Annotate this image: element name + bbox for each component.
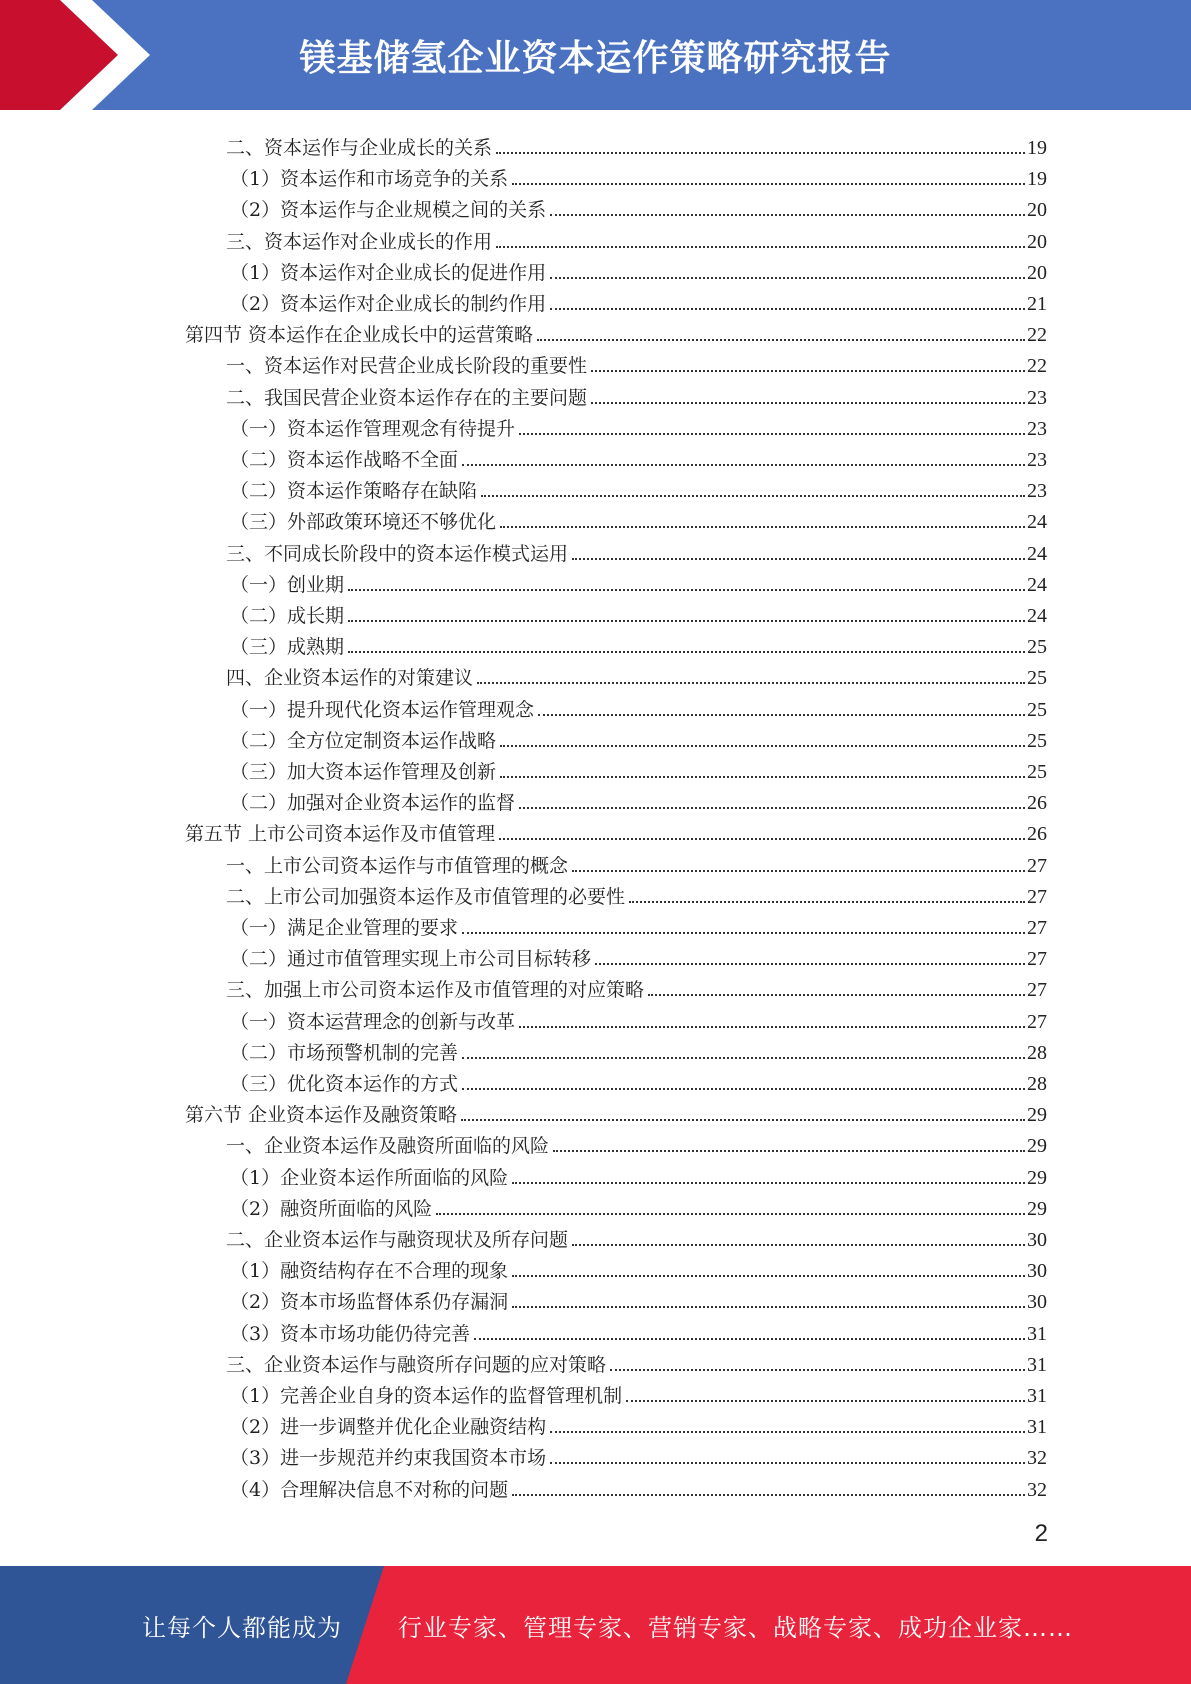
toc-entry-label: （1）企业资本运作所面临的风险 xyxy=(230,1167,509,1189)
toc-dot-leader xyxy=(538,714,1025,716)
toc-entry[interactable] xyxy=(230,1033,1047,1064)
toc-entry-page: 27 xyxy=(1027,979,1047,1001)
toc-entry-page: 24 xyxy=(1027,605,1047,627)
footer-slogan-right: 行业专家、管理专家、营销专家、战略专家、成功企业家…… xyxy=(398,1613,1073,1642)
toc-entry[interactable] xyxy=(226,222,1047,253)
toc-entry-page: 20 xyxy=(1027,199,1047,221)
toc-entry[interactable] xyxy=(230,690,1047,721)
toc-dot-leader xyxy=(462,932,1025,934)
toc-dot-leader xyxy=(572,870,1025,872)
toc-entry[interactable] xyxy=(230,908,1047,939)
toc-entry-label: 三、加强上市公司资本运作及市值管理的对应策略 xyxy=(226,979,645,1001)
toc-entry-page: 27 xyxy=(1027,855,1047,877)
toc-entry[interactable] xyxy=(226,1126,1047,1157)
toc-entry-label: 三、企业资本运作与融资所存问题的应对策略 xyxy=(226,1354,607,1376)
toc-entry-label: （1）完善企业自身的资本运作的监督管理机制 xyxy=(230,1385,623,1407)
toc-entry[interactable] xyxy=(230,752,1047,783)
toc-entry[interactable] xyxy=(226,970,1047,1001)
toc-entry-page: 27 xyxy=(1027,1011,1047,1033)
toc-entry-label: （一）提升现代化资本运作管理观念 xyxy=(230,699,535,721)
toc-entry[interactable] xyxy=(226,378,1047,409)
toc-entry-label: 二、我国民营企业资本运作存在的主要问题 xyxy=(226,387,588,409)
toc-dot-leader xyxy=(519,807,1025,809)
toc-entry-label: （2）资本运作与企业规模之间的关系 xyxy=(230,199,547,221)
toc-entry-page: 25 xyxy=(1027,636,1047,658)
report-title: 镁基储氢企业资本运作策略研究报告 xyxy=(299,37,892,79)
toc-dot-leader xyxy=(500,526,1025,528)
toc-dot-leader xyxy=(572,1244,1025,1246)
toc-entry-page: 23 xyxy=(1027,480,1047,502)
toc-entry[interactable] xyxy=(230,1282,1047,1313)
toc-entry-page: 31 xyxy=(1027,1323,1047,1345)
toc-entry[interactable] xyxy=(230,596,1047,627)
toc-dot-leader xyxy=(512,1494,1025,1496)
toc-entry-page: 29 xyxy=(1027,1198,1047,1220)
toc-dot-leader xyxy=(462,464,1025,466)
toc-entry[interactable] xyxy=(230,1002,1047,1033)
toc-dot-leader xyxy=(436,1213,1025,1215)
toc-entry-label: （2）资本运作对企业成长的制约作用 xyxy=(230,293,547,315)
toc-entry[interactable] xyxy=(185,315,1047,346)
toc-entry[interactable] xyxy=(230,721,1047,752)
toc-dot-leader xyxy=(519,1026,1025,1028)
toc-entry-label: （一）资本运作管理观念有待提升 xyxy=(230,418,516,440)
toc-entry-page: 27 xyxy=(1027,917,1047,939)
toc-entry[interactable] xyxy=(226,1345,1047,1376)
toc-dot-leader xyxy=(512,1306,1025,1308)
toc-entry[interactable] xyxy=(230,1376,1047,1407)
toc-entry[interactable] xyxy=(230,1189,1047,1220)
toc-entry-label: （三）成熟期 xyxy=(230,636,345,658)
toc-entry[interactable] xyxy=(230,783,1047,814)
toc-entry-label: 二、上市公司加强资本运作及市值管理的必要性 xyxy=(226,886,626,908)
toc-entry-page: 25 xyxy=(1027,667,1047,689)
toc-dot-leader xyxy=(462,1057,1025,1059)
toc-entry-label: （二）资本运作策略存在缺陷 xyxy=(230,480,478,502)
toc-dot-leader xyxy=(348,620,1025,622)
toc-entry-page: 27 xyxy=(1027,886,1047,908)
toc-entry-page: 32 xyxy=(1027,1479,1047,1501)
toc-entry-label: 二、资本运作与企业成长的关系 xyxy=(226,137,493,159)
toc-entry[interactable] xyxy=(230,1438,1047,1469)
toc-entry-page: 24 xyxy=(1027,511,1047,533)
toc-dot-leader xyxy=(610,1369,1025,1371)
toc-entry[interactable] xyxy=(226,346,1047,377)
toc-entry[interactable] xyxy=(230,1251,1047,1282)
toc-entry-label: （二）市场预警机制的完善 xyxy=(230,1042,459,1064)
toc-entry-page: 21 xyxy=(1027,293,1047,315)
toc-dot-leader xyxy=(550,1431,1025,1433)
toc-entry-label: （二）成长期 xyxy=(230,605,345,627)
toc-entry-page: 22 xyxy=(1027,355,1047,377)
toc-entry-label: 三、资本运作对企业成长的作用 xyxy=(226,231,493,253)
toc-entry[interactable] xyxy=(226,658,1047,689)
toc-entry-page: 20 xyxy=(1027,231,1047,253)
toc-dot-leader xyxy=(499,838,1025,840)
toc-entry[interactable] xyxy=(230,1407,1047,1438)
toc-entry-label: （1）融资结构存在不合理的现象 xyxy=(230,1260,509,1282)
footer-slogan-left: 让每个人都能成为 xyxy=(142,1613,342,1642)
toc-entry[interactable] xyxy=(230,409,1047,440)
toc-entry-page: 28 xyxy=(1027,1042,1047,1064)
toc-entry[interactable] xyxy=(230,1064,1047,1095)
toc-dot-leader xyxy=(648,994,1025,996)
toc-entry-label: （1）资本运作和市场竞争的关系 xyxy=(230,168,509,190)
toc-entry-page: 25 xyxy=(1027,699,1047,721)
toc-entry-page: 31 xyxy=(1027,1385,1047,1407)
toc-entry-label: 二、企业资本运作与融资现状及所存问题 xyxy=(226,1229,569,1251)
toc-dot-leader xyxy=(550,308,1025,310)
toc-entry-label: 一、资本运作对民营企业成长阶段的重要性 xyxy=(226,355,588,377)
toc-entry[interactable] xyxy=(226,534,1047,565)
toc-entry-label: （2）资本市场监督体系仍存漏洞 xyxy=(230,1291,509,1313)
toc-entry-page: 26 xyxy=(1027,823,1047,845)
toc-entry-page: 28 xyxy=(1027,1073,1047,1095)
toc-entry-page: 23 xyxy=(1027,387,1047,409)
toc-entry-page: 31 xyxy=(1027,1416,1047,1438)
toc-entry-page: 20 xyxy=(1027,262,1047,284)
toc-entry-page: 26 xyxy=(1027,792,1047,814)
toc-dot-leader xyxy=(512,1182,1025,1184)
toc-entry-label: 三、不同成长阶段中的资本运作模式运用 xyxy=(226,543,569,565)
toc-entry-page: 29 xyxy=(1027,1135,1047,1157)
toc-dot-leader xyxy=(348,589,1025,591)
toc-entry-label: （4）合理解决信息不对称的问题 xyxy=(230,1479,509,1501)
toc-entry-label: （3）资本市场功能仍待完善 xyxy=(230,1323,471,1345)
toc-entry-page: 27 xyxy=(1027,948,1047,970)
toc-entry-label: 一、企业资本运作及融资所面临的风险 xyxy=(226,1135,550,1157)
toc-entry-label: （二）加强对企业资本运作的监督 xyxy=(230,792,516,814)
toc-dot-leader xyxy=(550,277,1025,279)
toc-dot-leader xyxy=(572,558,1025,560)
toc-dot-leader xyxy=(550,1462,1025,1464)
toc-entry-page: 32 xyxy=(1027,1447,1047,1469)
toc-entry[interactable] xyxy=(230,627,1047,658)
toc-entry-label: （一）满足企业管理的要求 xyxy=(230,917,459,939)
toc-dot-leader xyxy=(496,246,1025,248)
toc-entry-label: （2）融资所面临的风险 xyxy=(230,1198,433,1220)
toc-entry-page: 30 xyxy=(1027,1229,1047,1251)
toc-entry-page: 24 xyxy=(1027,543,1047,565)
toc-dot-leader xyxy=(512,1275,1025,1277)
toc-entry-page: 30 xyxy=(1027,1260,1047,1282)
toc-dot-leader xyxy=(481,495,1025,497)
toc-entry-label: （1）资本运作对企业成长的促进作用 xyxy=(230,262,547,284)
toc-dot-leader xyxy=(629,901,1025,903)
toc-entry-label: （2）进一步调整并优化企业融资结构 xyxy=(230,1416,547,1438)
toc-entry-page: 29 xyxy=(1027,1167,1047,1189)
toc-entry-page: 23 xyxy=(1027,418,1047,440)
toc-entry-label: （一）创业期 xyxy=(230,574,345,596)
toc-entry-label: 第四节 资本运作在企业成长中的运营策略 xyxy=(185,324,534,346)
toc-dot-leader xyxy=(461,1119,1025,1121)
toc-entry[interactable] xyxy=(230,253,1047,284)
toc-entry[interactable] xyxy=(230,190,1047,221)
toc-entry[interactable] xyxy=(230,471,1047,502)
toc-dot-leader xyxy=(537,339,1025,341)
toc-entry[interactable] xyxy=(230,284,1047,315)
toc-entry[interactable] xyxy=(226,128,1047,159)
toc-entry[interactable] xyxy=(230,159,1047,190)
toc-entry[interactable] xyxy=(185,1095,1047,1126)
toc-dot-leader xyxy=(512,183,1025,185)
toc-entry[interactable] xyxy=(226,846,1047,877)
toc-entry-label: 四、企业资本运作的对策建议 xyxy=(226,667,474,689)
toc-entry-page: 23 xyxy=(1027,449,1047,471)
header-chevron-icon xyxy=(0,0,160,110)
toc-entry-page: 19 xyxy=(1027,168,1047,190)
toc-entry-page: 25 xyxy=(1027,730,1047,752)
toc-entry[interactable] xyxy=(230,565,1047,596)
toc-entry-label: （二）全方位定制资本运作战略 xyxy=(230,730,497,752)
toc-dot-leader xyxy=(462,1088,1025,1090)
toc-entry[interactable] xyxy=(185,814,1047,845)
toc-entry-label: （二）资本运作战略不全面 xyxy=(230,449,459,471)
toc-entry[interactable] xyxy=(230,1314,1047,1345)
toc-entry-label: （一）资本运营理念的创新与改革 xyxy=(230,1011,516,1033)
toc-dot-leader xyxy=(550,214,1025,216)
toc-entry-page: 30 xyxy=(1027,1291,1047,1313)
toc-entry-label: （三）优化资本运作的方式 xyxy=(230,1073,459,1095)
toc-dot-leader xyxy=(474,1338,1025,1340)
toc-entry-page: 19 xyxy=(1027,137,1047,159)
toc-dot-leader xyxy=(595,963,1025,965)
toc-entry-page: 25 xyxy=(1027,761,1047,783)
toc-entry-label: 一、上市公司资本运作与市值管理的概念 xyxy=(226,855,569,877)
toc-entry-page: 29 xyxy=(1027,1104,1047,1126)
toc-entry-label: 第六节 企业资本运作及融资策略 xyxy=(185,1104,458,1126)
toc-dot-leader xyxy=(500,776,1025,778)
toc-dot-leader xyxy=(591,402,1025,404)
toc-dot-leader xyxy=(519,433,1025,435)
toc-dot-leader xyxy=(348,651,1025,653)
toc-entry-label: （三）加大资本运作管理及创新 xyxy=(230,761,497,783)
toc-entry-page: 31 xyxy=(1027,1354,1047,1376)
toc-entry[interactable] xyxy=(230,939,1047,970)
toc-entry[interactable] xyxy=(226,877,1047,908)
page-number: 2 xyxy=(1034,1520,1048,1547)
toc-dot-leader xyxy=(500,745,1025,747)
toc-entry-page: 22 xyxy=(1027,324,1047,346)
toc-dot-leader xyxy=(626,1400,1025,1402)
toc-entry[interactable] xyxy=(230,502,1047,533)
toc-entry-label: （3）进一步规范并约束我国资本市场 xyxy=(230,1447,547,1469)
toc-entry[interactable] xyxy=(230,1470,1047,1501)
toc-entry[interactable] xyxy=(226,1220,1047,1251)
toc-entry-label: 第五节 上市公司资本运作及市值管理 xyxy=(185,823,496,845)
page-header xyxy=(0,0,1191,110)
toc-dot-leader xyxy=(591,370,1025,372)
toc-entry[interactable] xyxy=(230,440,1047,471)
toc-entry-label: （二）通过市值管理实现上市公司目标转移 xyxy=(230,948,592,970)
toc-dot-leader xyxy=(496,152,1025,154)
toc-entry-label: （三）外部政策环境还不够优化 xyxy=(230,511,497,533)
toc-entry[interactable] xyxy=(230,1158,1047,1189)
page-footer xyxy=(0,1566,1191,1684)
toc-entry-page: 24 xyxy=(1027,574,1047,596)
toc-dot-leader xyxy=(477,682,1025,684)
toc-dot-leader xyxy=(553,1150,1025,1152)
